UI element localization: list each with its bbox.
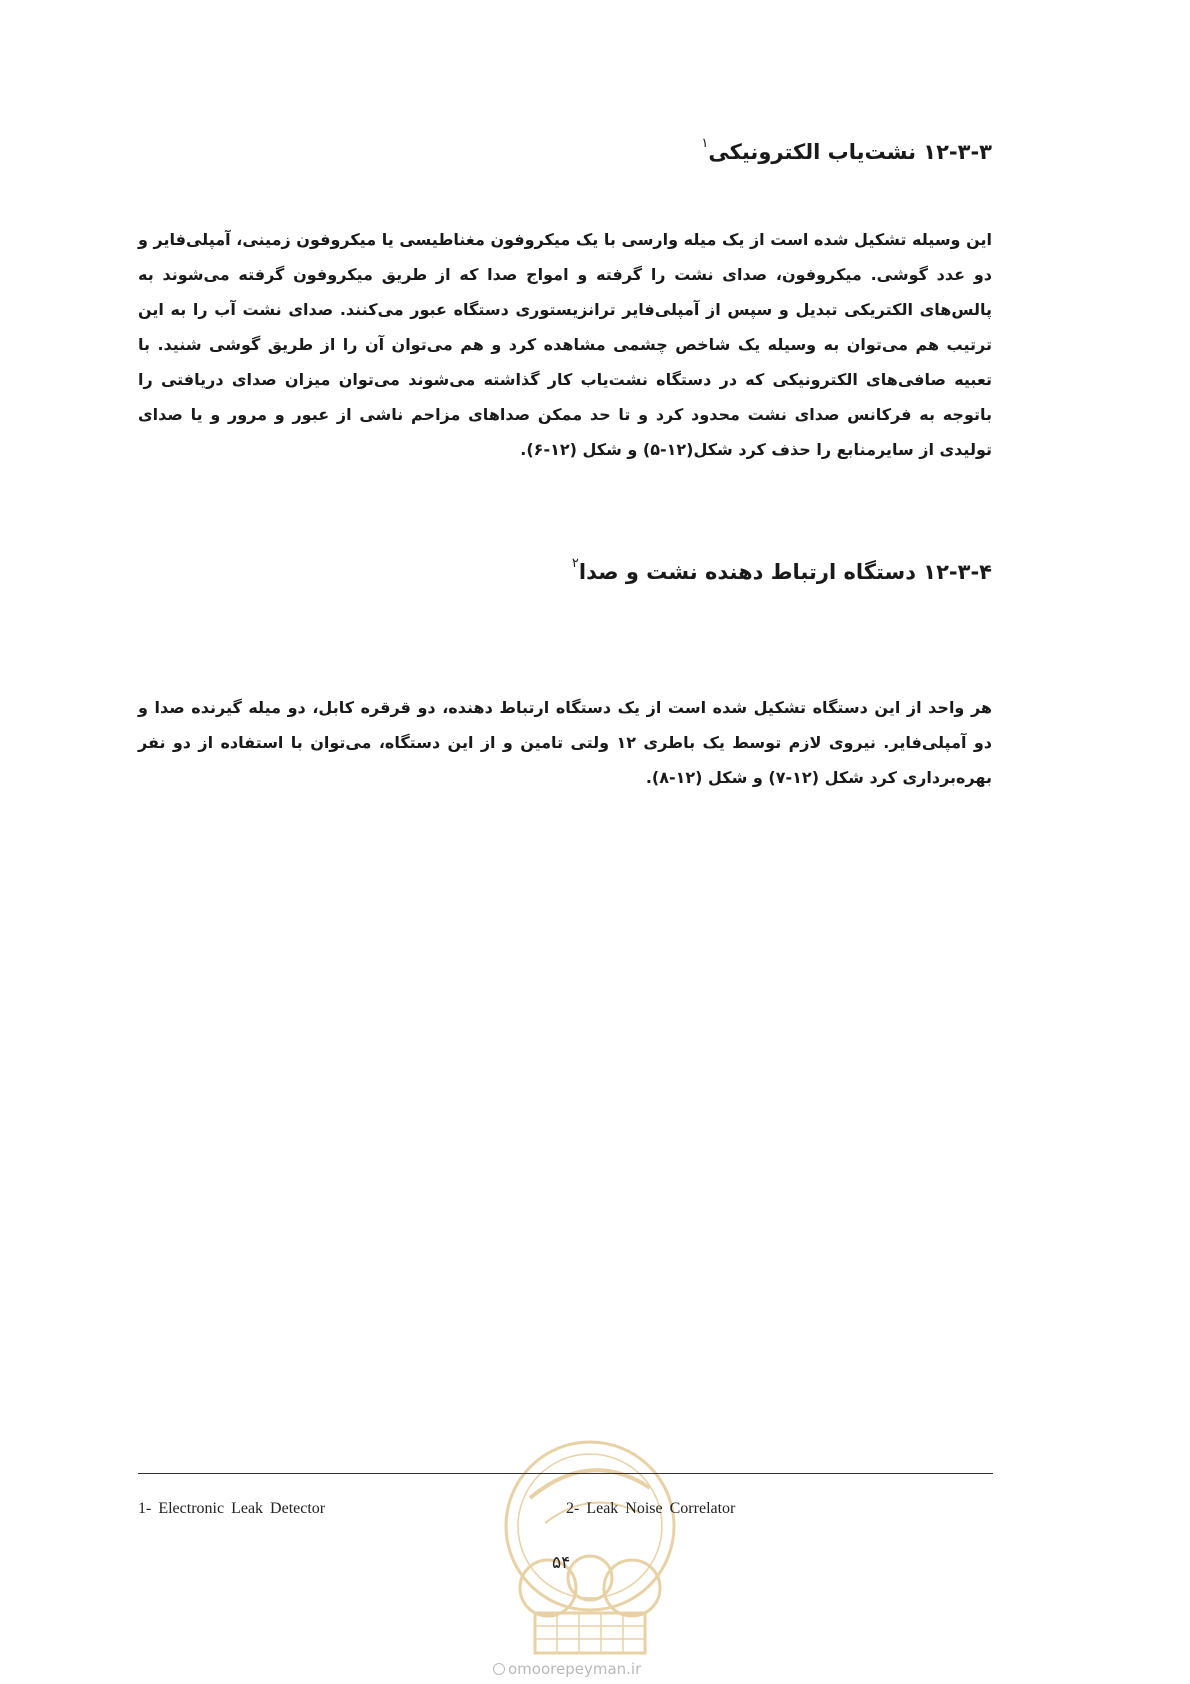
seal-logo-icon xyxy=(490,1428,690,1660)
footnote-1: 1- Electronic Leak Detector xyxy=(138,1500,326,1517)
footnote-marker-2: ۲ xyxy=(571,556,579,571)
watermark-site-text: omoorepeyman.ir xyxy=(508,1660,642,1678)
watermark-site xyxy=(493,1660,641,1678)
footnote-divider xyxy=(138,1473,993,1474)
section-heading-2-text: ۱۲-۳-۴ دستگاه ارتباط دهنده نشت و صدا xyxy=(578,560,992,584)
footnote-marker-1: ۱ xyxy=(701,136,709,151)
section-paragraph-1: این وسیله تشکیل شده است از یک میله وارسی با یک میکروفون مغناطیسی یا میکروفون زمینی، آمپلی‌فایر و دو عدد گوشی. میکروفون، صدای نشت را گرفته و امواج صدا که از طریق میکروفون گرفته می‌شوند به پالس‌های الکتریکی تبدیل و سپس از آمپلی‌فایر ترانزیستوری دستگاه عبور می‌کنند. صدای نشت آب را به این ترتیب هم می‌توان به وسیله یک شاخص چشمی مشاهده کرد و هم می‌توان آن را از طریق گوشی شنید. با تعبیه صافی‌های الکترونیکی که در دستگاه نشت‌یاب کار گذاشته می‌شوند می‌توان میزان صدای دریافتی را باتوجه به فرکانس صدای نشت محدود کرد و تا حد ممکن صداهای مزاحم ناشی از عبور و مرور و یا صدای تولیدی از سایرمنابع را حذف کرد شکل(۱۲-۵) و شکل (۱۲-۶). xyxy=(138,230,992,459)
globe-icon xyxy=(493,1663,505,1675)
section-heading-1-text: ۱۲-۳-۳ نشت‌یاب الکترونیکی xyxy=(708,140,992,164)
section-paragraph-2: هر واحد از این دستگاه تشکیل شده است از یک دستگاه ارتباط دهنده، دو قرقره کابل، دو میله گیرنده صدا و دو آمپلی‌فایر. نیروی لازم توسط یک باطری ۱۲ ولتی تامین و از این دستگاه، می‌توان با استفاده از دو نفر بهره‌برداری کرد شکل (۱۲-۷) و شکل (۱۲-۸). xyxy=(138,698,992,787)
section-heading-1 xyxy=(701,136,992,164)
section-heading-2 xyxy=(571,556,992,584)
page-number: ۵۴ xyxy=(552,1553,571,1573)
footnote-2: 2- Leak Noise Correlator xyxy=(566,1500,736,1517)
